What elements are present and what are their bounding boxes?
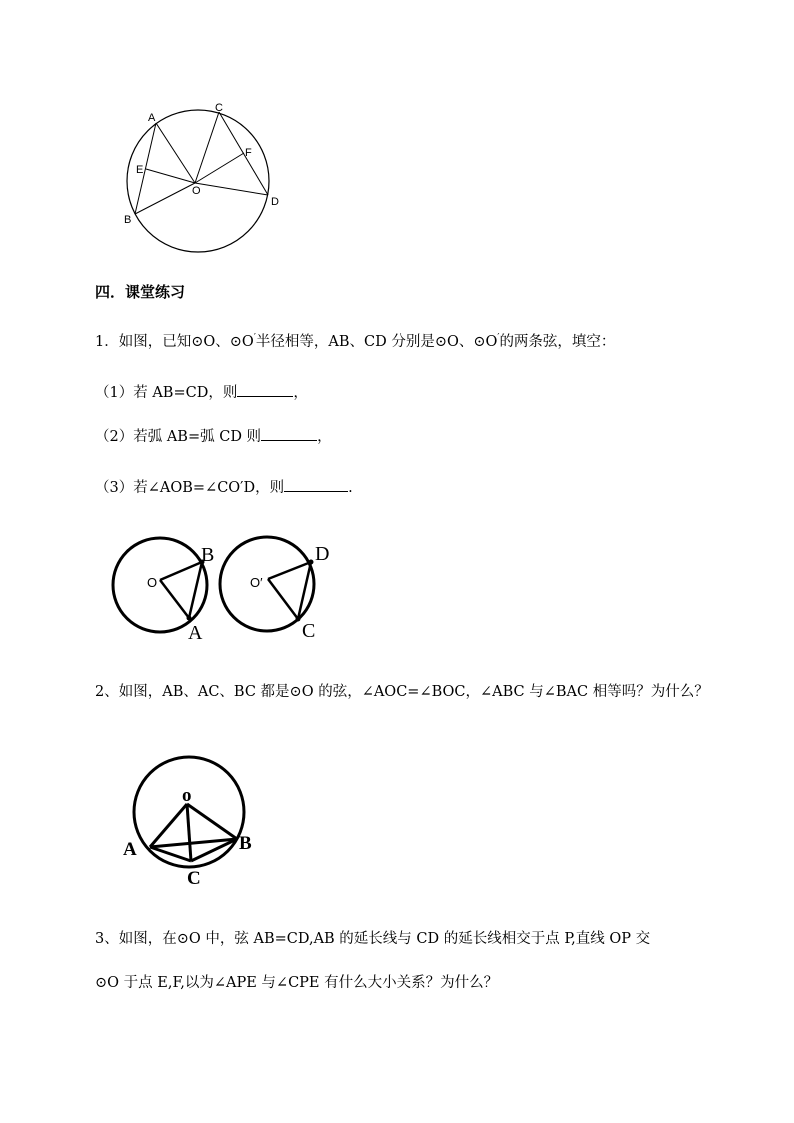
label-c: C xyxy=(215,102,223,114)
label-b: B xyxy=(124,214,132,226)
segment-oa xyxy=(150,804,187,847)
point-d xyxy=(309,560,314,565)
q1-sub2-punct: ， xyxy=(317,429,332,445)
label-a: A xyxy=(148,112,156,124)
q1-part1: 1．如图，已知⊙O、⊙O xyxy=(95,334,254,350)
label-o-prime: O′ xyxy=(250,575,263,590)
label-f: F xyxy=(245,147,252,159)
figure-1-circle-chords xyxy=(115,95,285,265)
label-o: O xyxy=(192,185,201,197)
q1-prime-2: ′ xyxy=(497,333,500,343)
chord-ac xyxy=(150,847,191,861)
segment-oc xyxy=(187,804,191,861)
question-1-sub-1 xyxy=(95,382,308,403)
answer-blank-3[interactable] xyxy=(284,477,348,492)
question-1-stem xyxy=(95,332,615,354)
segment-ob xyxy=(135,183,195,214)
label-a: A xyxy=(188,622,203,644)
segment-ob xyxy=(160,562,202,580)
answer-blank-2[interactable] xyxy=(261,426,317,441)
figure-3-circle-triangle xyxy=(115,755,275,890)
q1-sub3-punct: . xyxy=(348,480,353,496)
label-d: D xyxy=(271,196,279,208)
label-e: E xyxy=(136,164,144,176)
question-1-sub-3 xyxy=(95,477,353,498)
label-b: B xyxy=(239,833,252,854)
question-3-line-2: ⊙O 于点 E,F,以为∠APE 与∠CPE 有什么大小关系？为什么？ xyxy=(95,975,499,991)
question-2: 2、如图，AB、AC、BC 都是⊙O 的弦，∠AOC=∠BOC，∠ABC 与∠BAC 相等吗？为什么？ xyxy=(95,684,709,700)
q1-sub2-text: （2）若弧 AB=弧 CD 则 xyxy=(95,429,262,445)
figure-2-two-circles xyxy=(100,535,350,650)
question-1-sub-2 xyxy=(95,426,332,447)
segment-oc xyxy=(195,112,219,183)
segment-o-prime-c xyxy=(268,579,298,619)
circle-o xyxy=(113,538,207,632)
q1-part3: 的两条弦，填空： xyxy=(499,334,616,350)
answer-blank-1[interactable] xyxy=(237,382,293,397)
label-a: A xyxy=(123,839,137,860)
point-c xyxy=(296,617,301,622)
circle-o-prime xyxy=(220,537,314,631)
label-c: C xyxy=(302,620,316,642)
segment-o-prime-d xyxy=(268,562,311,579)
segment-oa xyxy=(160,580,189,618)
q1-part2: 半径相等，AB、CD 分别是⊙O、⊙O xyxy=(255,334,498,350)
label-b: B xyxy=(201,544,215,566)
segment-od xyxy=(195,183,268,195)
q1-sub1-punct: ， xyxy=(293,385,308,401)
q1-prime-1: ′ xyxy=(253,333,256,343)
question-3-line-1: 3、如图，在⊙O 中，弦 AB=CD,AB 的延长线与 CD 的延长线相交于点 P,直线 OP 交 xyxy=(95,931,651,947)
section-title: 四．课堂练习 xyxy=(95,283,186,301)
label-o1: O xyxy=(147,575,158,590)
point-a xyxy=(187,616,192,621)
q1-sub1-text: （1）若 AB=CD，则 xyxy=(95,385,238,401)
label-d: D xyxy=(315,543,330,565)
segment-of xyxy=(195,153,244,183)
label-o: o xyxy=(182,785,192,806)
label-c: C xyxy=(187,868,201,889)
segment-ob xyxy=(187,804,237,839)
q1-sub3-text: （3）若∠AOB=∠CO′D，则 xyxy=(95,480,285,496)
